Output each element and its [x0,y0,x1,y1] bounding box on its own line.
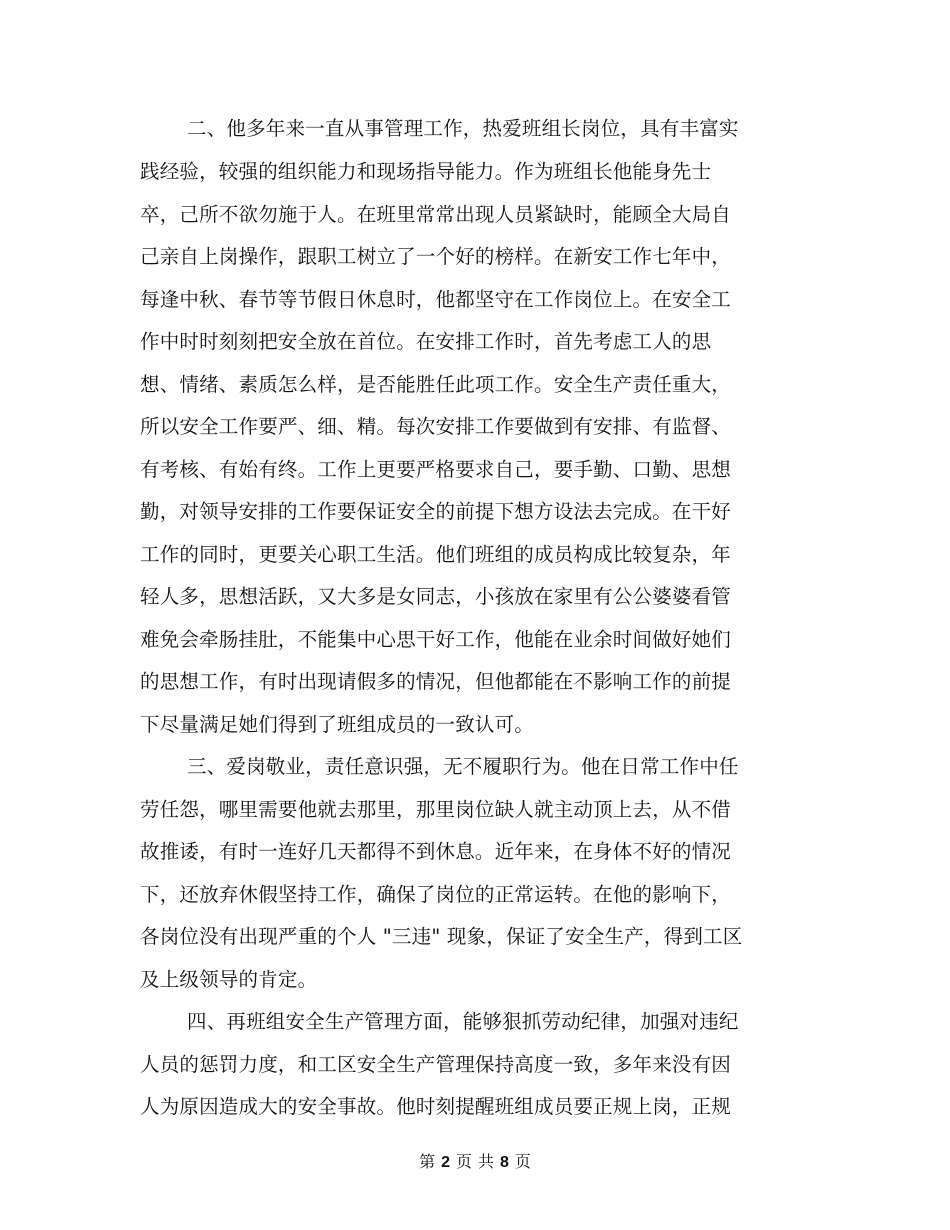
paragraph-2-line-6: 作中时时刻刻把安全放在首位。在安排工作时，首先考虑工人的思 [140,330,712,353]
footer-page-word: 页 [455,1152,472,1171]
paragraph-3-line-4: 下，还放弃休假坚持工作，确保了岗位的正常运转。在他的影响下， [140,883,732,906]
paragraph-3-line-6: 及上级领导的肯定。 [140,968,318,991]
paragraph-2-line-8: 所以安全工作要严、细、精。每次安排工作要做到有安排、有监督、 [140,415,732,438]
footer-current-page: 2 [441,1154,450,1171]
footer-total-pages: 8 [500,1154,509,1171]
footer-suffix: 页 [514,1152,531,1171]
paragraph-2-line-11: 工作的同时，更要关心职工生活。他们班组的成员构成比较复杂，年 [140,543,732,566]
paragraph-2-line-13: 难免会牵肠挂肚，不能集中心思干好工作，他能在业余时间做好她们 [140,628,732,651]
paragraph-2-line-9: 有考核、有始有终。工作上更要严格要求自己，要手勤、口勤、思想 [140,458,732,481]
paragraph-2-line-7: 想、情绪、素质怎么样，是否能胜任此项工作。安全生产责任重大， [140,373,732,396]
paragraph-3-line-2: 劳任怨，哪里需要他就去那里，那里岗位缺人就主动顶上去，从不借 [140,798,732,821]
paragraph-2-line-2: 践经验，较强的组织能力和现场指导能力。作为班组长他能身先士 [140,160,712,183]
paragraph-2-line-3: 卒，己所不欲勿施于人。在班里常常出现人员紧缺时，能顾全大局自 [140,203,732,226]
paragraph-3-line-1: 三、爱岗敬业，责任意识强，无不履职行为。他在日常工作中任 [187,755,739,778]
paragraph-2-line-4: 己亲自上岗操作，跟职工树立了一个好的榜样。在新安工作七年中， [140,245,732,268]
page-footer [0,1152,950,1173]
paragraph-4-line-3: 人为原因造成大的安全事故。他时刻提醒班组成员要正规上岗，正规 [140,1095,732,1118]
paragraph-4-line-2: 人员的惩罚力度，和工区安全生产管理保持高度一致，多年来没有因 [140,1053,732,1076]
paragraph-2-line-14: 的思想工作，有时出现请假多的情况，但他都能在不影响工作的前提 [140,670,732,693]
paragraph-3-line-3: 故推诿，有时一连好几天都得不到休息。近年来，在身体不好的情况 [140,840,732,863]
paragraph-2-line-15: 下尽量满足她们得到了班组成员的一致认可。 [140,713,535,736]
footer-total-word: 共 [478,1152,495,1171]
footer-prefix: 第 [419,1152,436,1171]
paragraph-3-line-5: 各岗位没有出现严重的个人 "三违" 现象，保证了安全生产，得到工区 [140,925,743,948]
paragraph-2-line-1: 二、他多年来一直从事管理工作，热爱班组长岗位，具有丰富实 [187,117,739,140]
paragraph-2-line-5: 每逢中秋、春节等节假日休息时，他都坚守在工作岗位上。在安全工 [140,288,732,311]
paragraph-2-line-12: 轻人多，思想活跃，又大多是女同志，小孩放在家里有公公婆婆看管 [140,585,732,608]
paragraph-2-line-10: 勤，对领导安排的工作要保证安全的前提下想方设法去完成。在干好 [140,500,732,523]
paragraph-4-line-1: 四、再班组安全生产管理方面，能够狠抓劳动纪律，加强对违纪 [187,1010,739,1033]
